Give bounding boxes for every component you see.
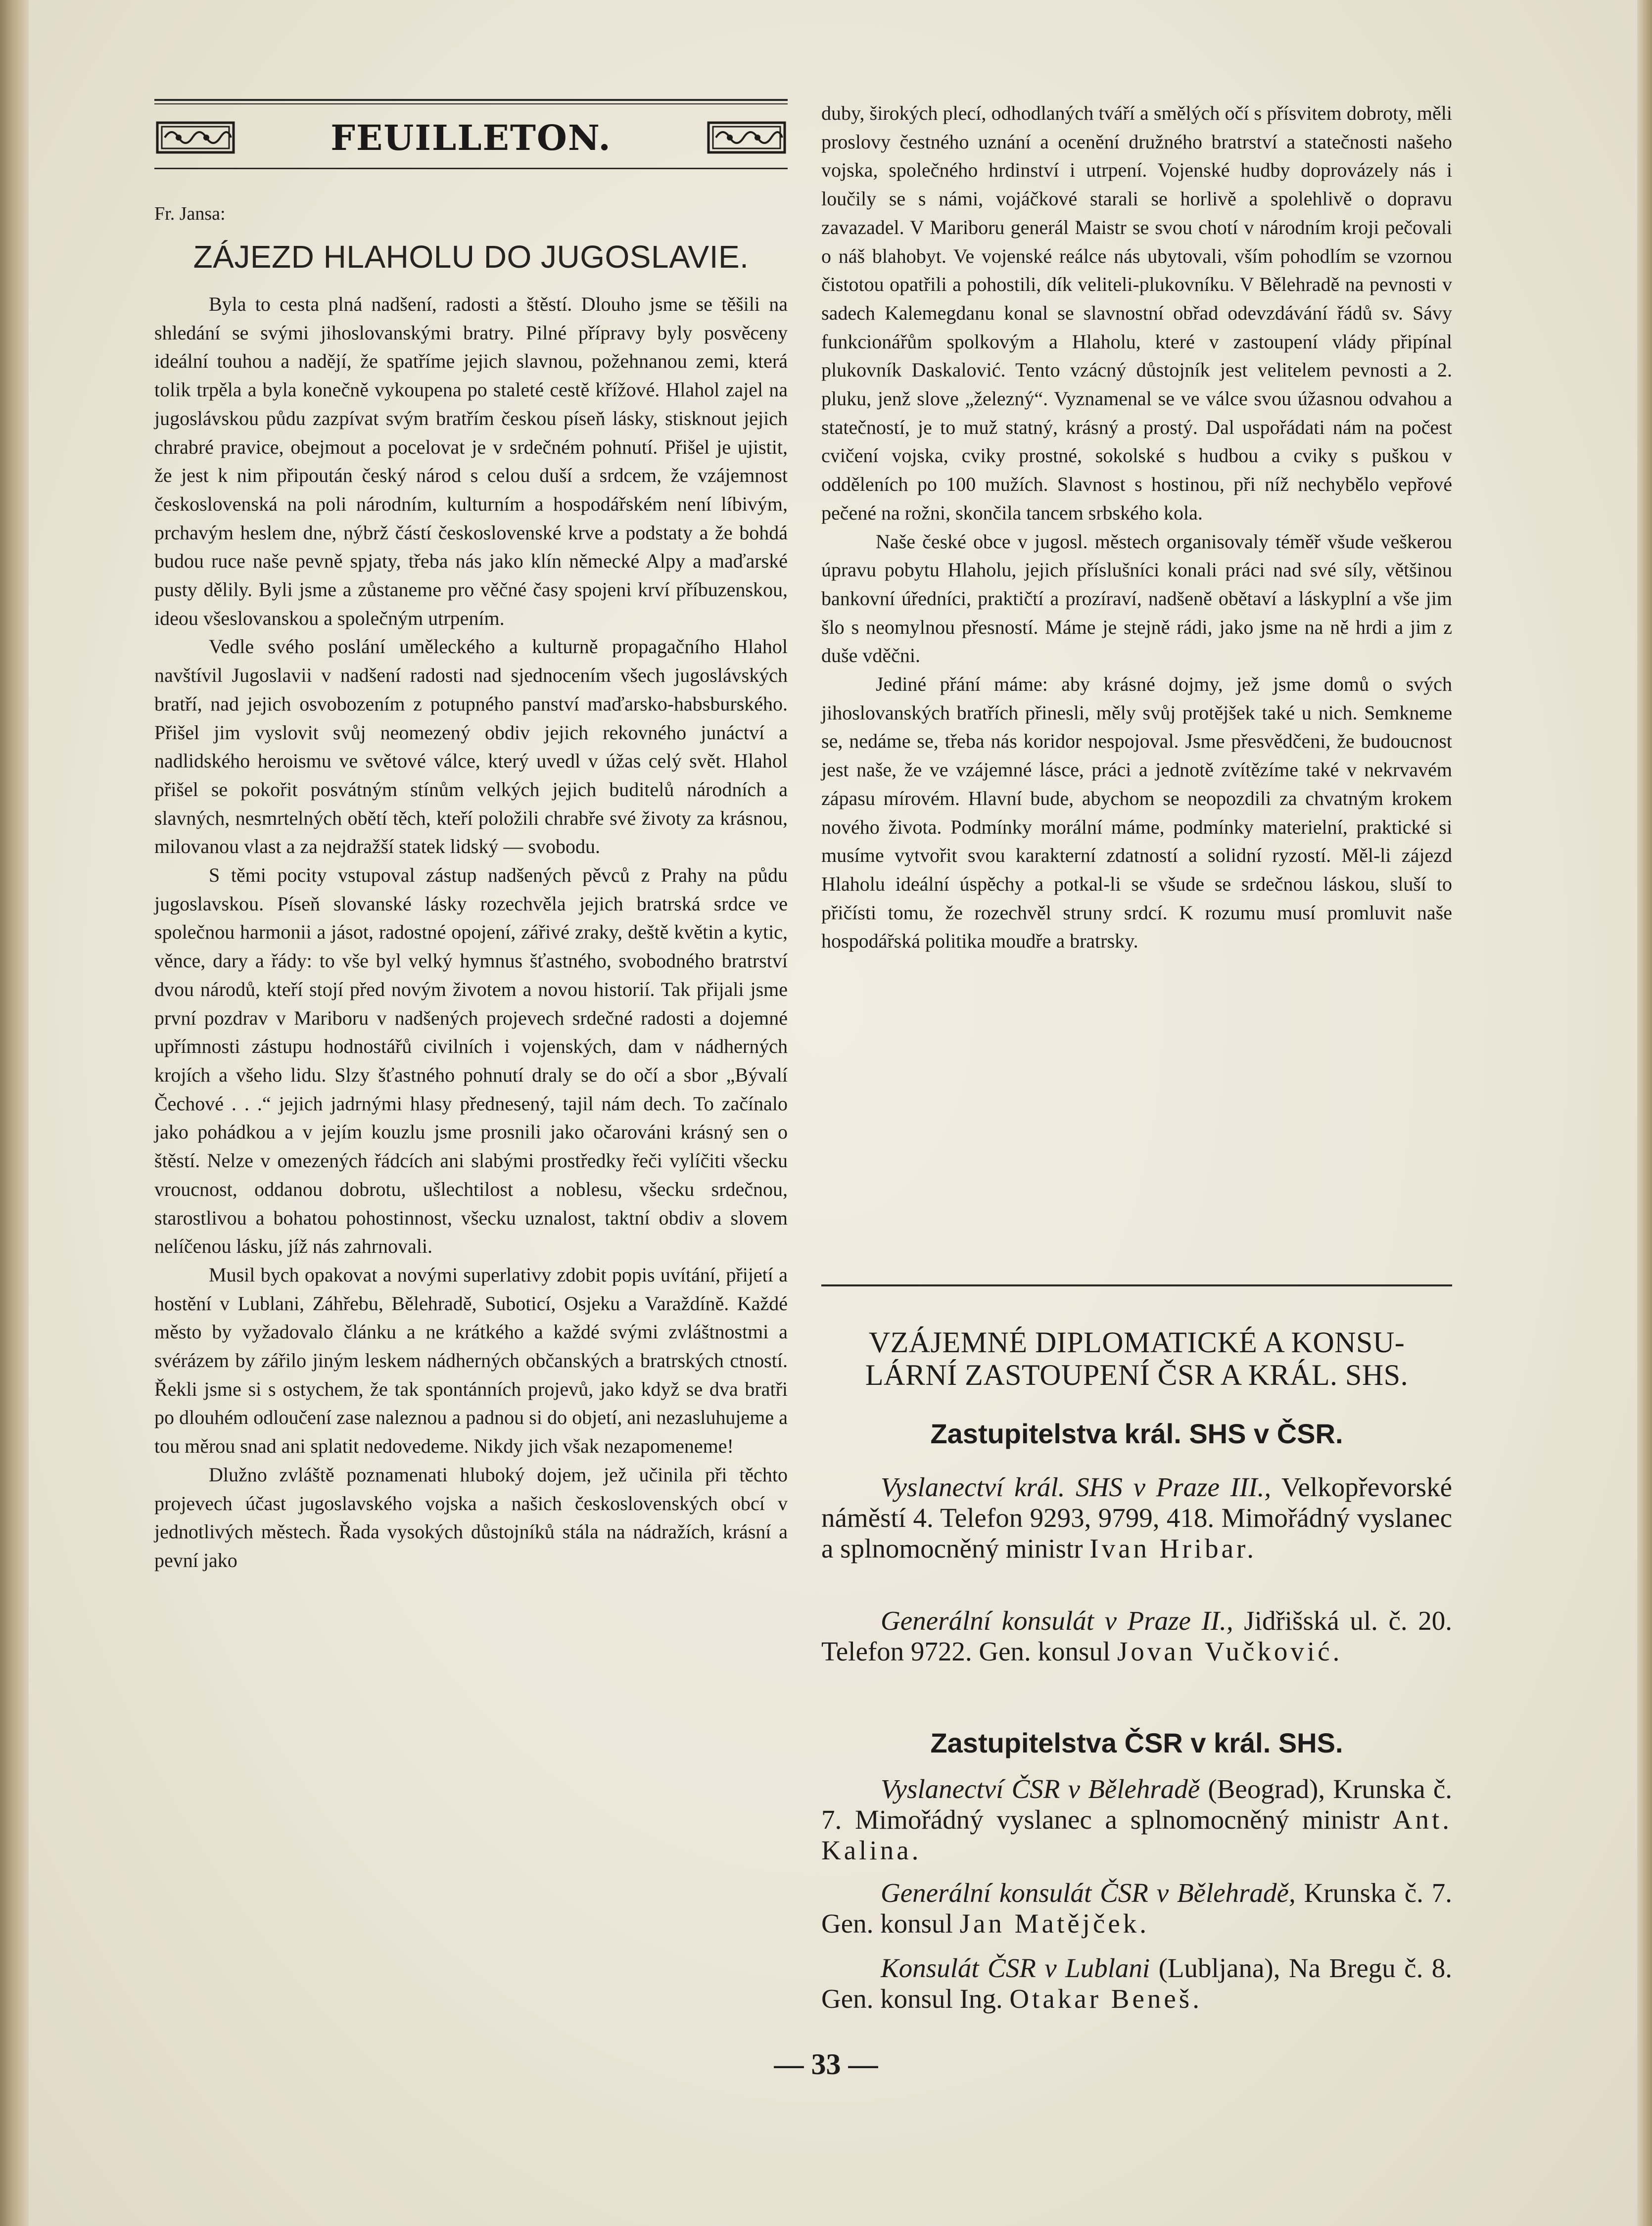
left-article-body bbox=[154, 290, 788, 1575]
entry-name: Konsulát ČSR v Lublani bbox=[881, 1953, 1150, 1983]
ornament-left-icon bbox=[154, 120, 236, 155]
entry-name: Vyslanectví ČSR v Bělehradě bbox=[881, 1774, 1200, 1804]
paragraph: Naše české obce v jugosl. městech organisovaly téměř všude veškerou úpravu pobytu Hlaholu, jejich příslušníci konali práci nad své síly, většinou bankovní úředníci, praktičtí a prozíraví, nadšeně obětaví a láskyplní a vše jim šlo s neomylnou přesností. Máme je stejně rádi, jako jsme na ně hrdi a jim z duše vděčni. bbox=[821, 530, 1452, 667]
page-number: — 33 — bbox=[774, 2048, 878, 2081]
right-article-body bbox=[821, 99, 1452, 955]
entry-person: Jan Matějček. bbox=[959, 1908, 1150, 1939]
right-column bbox=[821, 99, 1452, 955]
page-right-edge bbox=[1637, 0, 1652, 2226]
entry-name: Generální konsulát ČSR v Bělehradě, bbox=[881, 1878, 1296, 1908]
entry-name: Generální konsulát v Praze II., bbox=[881, 1606, 1233, 1636]
entry-text: Jidřišská ul. č. 20. Telefon 9722. Gen. konsul bbox=[821, 1606, 1452, 1666]
article-author: Fr. Jansa: bbox=[154, 203, 226, 224]
diplomacy-title bbox=[821, 1326, 1452, 1391]
paragraph: Byla to cesta plná nadšení, radosti a štěstí. Dlouho jsme se těšili na shledání se svými jihoslovanskými bratry. Pilné přípravy byly posvěceny ideální touhou a nadějí, že spatříme jejich slavnou, požehnanou zemi, která tolik trpěla a byla konečně vykoupena po staleté cestě křížové. Hlahol zajel na jugoslávskou půdu zazpívat svým bratřím českou píseň lásky, stisknout jejich chrabré pravice, obejmout a pocelovat je v srdečném pohnutí. Přišel je ujistit, že jest k nim připoután český národ s celou duší a srdcem, že vzájemnost československá na poli národním, kulturním a hospodářském není líbivým, prchavým heslem dne, nýbrž částí československé krve a podstaty a že bohdá budou ruce naše pevně spjaty, třeba nás jako klín německé Alpy a maďarské pusty dělily. Byli jsme a zůstaneme pro věčné časy spojeni krví příbuzenskou, ideou všeslovanskou a společným utrpením. bbox=[154, 293, 788, 629]
article-title: ZÁJEZD HLAHOLU DO JUGOSLAVIE. bbox=[193, 239, 749, 275]
diplomacy-title-line: LÁRNÍ ZASTOUPENÍ ČSR A KRÁL. SHS. bbox=[865, 1359, 1409, 1391]
entry-text: Velkopřevorské náměstí 4. Telefon 9293, 9799, 418. Mimořádný vyslanec a splnomocněný ministr bbox=[821, 1472, 1452, 1563]
header-rule-bottom bbox=[154, 168, 788, 169]
entry-person: Ant. Kalina. bbox=[821, 1804, 1452, 1865]
entry-legation-belgrade bbox=[821, 1774, 1452, 1866]
subheading-shs-in-csr: Zastupitelstva král. SHS v ČSR. bbox=[930, 1418, 1343, 1449]
entry-consulate-prague bbox=[821, 1606, 1452, 1667]
entry-person: Ivan Hribar. bbox=[1089, 1533, 1257, 1563]
entry-consulate-ljubljana bbox=[821, 1953, 1452, 2014]
section-heading: FEUILLETON. bbox=[330, 117, 612, 158]
entry-consulate-belgrade bbox=[821, 1878, 1452, 1939]
subheading-csr-in-shs: Zastupitelstva ČSR v král. SHS. bbox=[930, 1727, 1343, 1758]
entry-legation-prague bbox=[821, 1472, 1452, 1564]
entry-text: (Beograd), Krunska č. 7. Mimořádný vyslanec a splnomocněný ministr bbox=[821, 1774, 1452, 1835]
entry-text: (Lubljana), Na Bregu č. 8. Gen. konsul Ing. bbox=[821, 1953, 1452, 2014]
paragraph: S těmi pocity vstupoval zástup nadšených pěvců z Prahy na půdu jugoslavskou. Píseň slovanské lásky rozechvěla jejich bratrská srdce ve společnou harmonii a jásot, radostné opojení, zářivé zraky, deště květin a kytic, věnce, dary a řády: to vše byl velký hymnus šťastného, svobodného bratrství dvou národů, kteří stojí před novým životem a novou historií. Tak přijali jsme první pozdrav v Mariboru v nadšených projevech srdečné radosti a dojemné upřímnosti zástupu hodnostářů civilních i vojenských, dam v nádherných krojích a všeho lidu. Slzy šťastného pohnutí draly se do očí a sbor „Bývalí Čechové . . .“ jejich jadrnými hlasy přednesený, tajil nám dech. To začínalo jako pohádkou a v jejím kouzlu jsme prosnili jako očarováni krásný sen o štěstí. Nelze v omezených řádcích ani slabými prostředky řeči vylíčiti všecku vroucnost, oddanou dobrotu, ušlechtilost a noblesu, všecku srdečnou, starostlivou a bohatou pohostinnost, všecku uznalost, taktní obdiv a slovem nelíčenou lásku, jíž nás zahrnovali. bbox=[154, 864, 788, 1258]
feuilleton-header bbox=[154, 110, 788, 165]
diplomacy-title-line: VZÁJEMNÉ DIPLOMATICKÉ A KONSU- bbox=[868, 1326, 1405, 1359]
entry-person: Jovan Vučković. bbox=[1117, 1636, 1343, 1666]
section-divider bbox=[821, 1284, 1452, 1286]
entry-name: Vyslanectví král. SHS v Praze III., bbox=[881, 1472, 1272, 1502]
paragraph: duby, širokých plecí, odhodlaných tváří a smělých očí s přísvitem dobroty, měli proslovy čestného uznání a ocenění družného bratrství a statečnosti našeho vojska, společného hrdinství i utrpení. Vojenské hudby doprovázely nás i loučily se s námi, vojáčkové starali se horlivě a spolehlivě o dopravu zavazadel. V Mariboru generál Maistr se svou chotí v národním kroji pečovali o náš blahobyt. Ve vojenské reálce nás ubytovali, vším pohodlím se vzornou čistotou opatřili a pohostili, dík veliteli-plukovníku. V Bělehradě na pevnosti v sadech Kalemegdanu konal se slavnostní obřad odevzdávání řádů sv. Sávy funkcionářům spolkovým a Hlaholu, které v zastoupení vlády připínal plukovník Daskalović. Tento vzácný důstojník jest velitelem pevnosti a 2. pluku, jenž slove „železný“. Vyznamenal se ve válce svou úžasnou odvahou a statečností, je to muž statný, krásný a prostý. Dal uspořádati nám na počest cvičení vojska, cviky prostné, sokolské s hudbou a cviky s puškou v odděleních po 100 mužích. Slavnost s hostinou, při níž nechybělo vepřové pečené na rožni, skončila tancem srbského kola. bbox=[821, 102, 1452, 524]
ornament-right-icon bbox=[706, 120, 788, 155]
page-binding-edge bbox=[0, 0, 29, 2226]
paragraph: Vedle svého poslání uměleckého a kulturně propagačního Hlahol navštívil Jugoslavii v nadšení radosti nad sjednocením všech jugoslávských bratří, nad jejich osvobozením z potupného panství maďarsko-habsburského. Přišel jim vyslovit svůj neomezený obdiv jejich rekovného junáctví a nadlidského heroismu ve světové válce, který uvedl v úžas celý svět. Hlahol přišel se pokořit posvátným stínům velkých jejich buditelů národních a slavných, nesmrtelných obětí těch, kteří položili chrabře své životy za krásnou, milovanou vlast a za nejdražší statek lidský — svobodu. bbox=[154, 635, 788, 858]
header-rule-top bbox=[154, 99, 788, 104]
paragraph: Dlužno zvláště poznamenati hluboký dojem, jež učinila při těchto projevech účast jugoslavského vojska a našich československých obcí v jednotlivých městech. Řada vysokých důstojníků stála na nádražích, krásní a pevní jako bbox=[154, 1463, 788, 1571]
entry-text: Krunska č. 7. Gen. konsul bbox=[821, 1878, 1453, 1939]
left-column bbox=[154, 99, 788, 1575]
entry-person: Otakar Beneš. bbox=[1009, 1984, 1202, 2014]
paragraph: Jediné přání máme: aby krásné dojmy, jež jsme domů o svých jihoslovanských bratřích přinesli, měly svůj protějšek také u nich. Semkneme se, nedáme se, třeba nás koridor nespojoval. Jsme přesvědčeni, že budoucnost jest naše, že ve vzájemné lásce, práci a jednotě zvítězíme také v nekrvavém zápasu mírovém. Hlavní bude, abychom se neopozdili za chvatným krokem nového života. Podmínky morální máme, podmínky materielní, praktické si musíme vytvořit svou karakterní zdatností a solidní ryzostí. Měl-li zájezd Hlaholu ideální úspěchy a potkal-li se všude se srdečnou láskou, sluší to přičísti tomu, že rozechvěl struny srdcí. K rozumu musí promluvit naše hospodářská politika moudře a bratrsky. bbox=[821, 673, 1452, 952]
paragraph: Musil bych opakovat a novými superlativy zdobit popis uvítání, přijetí a hostění v Lublani, Záhřebu, Bělehradě, Suboticí, Osjeku a Varaždíně. Každé město by vyžadovalo článku a ne krátkého a každé svými zvláštnostmi a svérázem by zářilo jiným leskem nádherných občanských a bratrských ctností. Řekli jsme si s ostychem, že tak spontánních projevů, jako když se dva bratři po dlouhém odloučení zase naleznou a padnou si do objetí, ani nezasluhujeme a tou měrou snad ani splatit nedovedeme. Nikdy jich však nezapomeneme! bbox=[154, 1263, 788, 1458]
